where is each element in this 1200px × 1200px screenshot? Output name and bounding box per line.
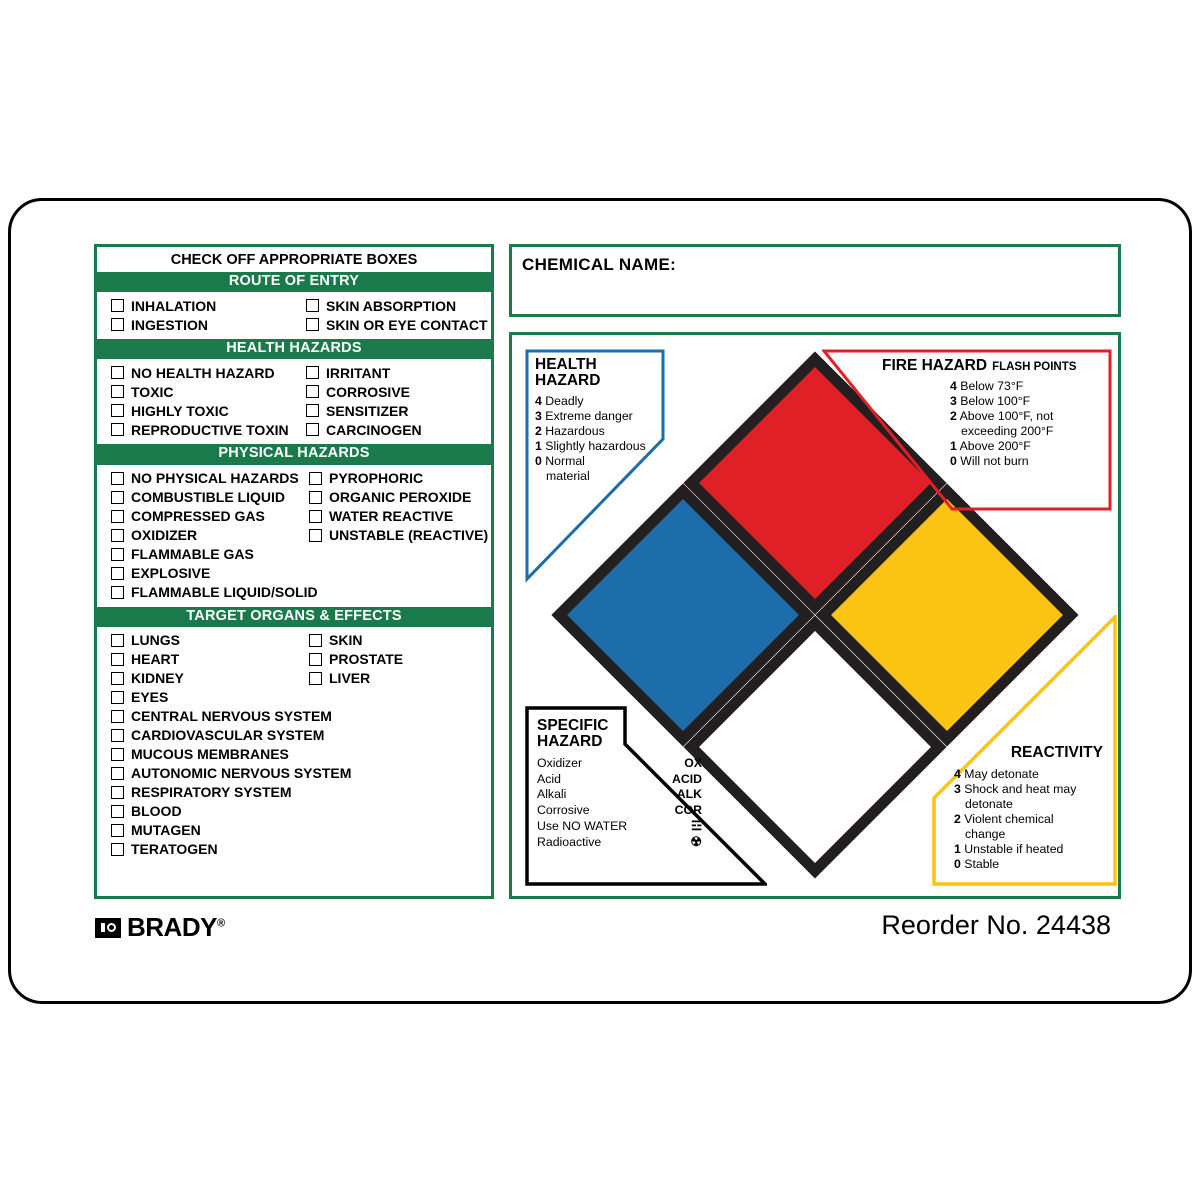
checkbox-box[interactable] xyxy=(306,385,319,398)
section-header-route-of-entry: ROUTE OF ENTRY xyxy=(97,272,491,292)
checkbox-box[interactable] xyxy=(111,748,124,761)
checkbox-box[interactable] xyxy=(111,710,124,723)
checkbox-label: BLOOD xyxy=(131,803,182,820)
health-callout-title-line2: HAZARD xyxy=(535,372,601,389)
checkbox-box[interactable] xyxy=(111,385,124,398)
reactivity-rating-2: 2 Violent chemical xyxy=(954,812,1054,826)
checkbox-label: CENTRAL NERVOUS SYSTEM xyxy=(131,708,332,725)
checkbox-label: SKIN OR EYE CONTACT xyxy=(325,316,488,333)
checklist-title: CHECK OFF APPROPRIATE BOXES xyxy=(97,247,491,272)
brady-wordmark: BRADY® xyxy=(127,912,225,942)
section-body-route-of-entry xyxy=(97,292,491,339)
checkbox-item[interactable] xyxy=(111,726,325,745)
checkbox-label: NO PHYSICAL HAZARDS xyxy=(131,470,299,487)
checkbox-box[interactable] xyxy=(111,634,124,647)
checkbox-label: RESPIRATORY SYSTEM xyxy=(131,784,292,801)
fire-hazard-callout xyxy=(822,349,1112,511)
checkbox-item[interactable] xyxy=(111,382,298,401)
checkbox-box[interactable] xyxy=(309,634,322,647)
checkbox-label: COMBUSTIBLE LIQUID xyxy=(131,489,285,506)
checkbox-label: WATER REACTIVE xyxy=(329,508,454,525)
brady-logo xyxy=(95,912,225,943)
chemical-name-field[interactable] xyxy=(509,244,1121,317)
checkbox-box[interactable] xyxy=(309,672,322,685)
checkbox-item[interactable] xyxy=(309,669,491,688)
fire-rating-2-cont: exceeding 200°F xyxy=(961,424,1054,438)
checkbox-box[interactable] xyxy=(309,472,322,485)
checkbox-item[interactable] xyxy=(111,526,301,545)
checkbox-box[interactable] xyxy=(309,510,322,523)
checkbox-label: COMPRESSED GAS xyxy=(131,508,265,525)
checkbox-label: INHALATION xyxy=(131,297,217,314)
checkbox-item[interactable] xyxy=(111,564,301,583)
reactivity-rating-0: 0 Stable xyxy=(954,857,1000,871)
checkbox-label: FLAMMABLE LIQUID/SOLID xyxy=(131,584,318,601)
checkbox-item[interactable] xyxy=(111,669,301,688)
checkbox-box[interactable] xyxy=(111,472,124,485)
checkbox-item[interactable] xyxy=(111,296,298,315)
checkbox-item[interactable] xyxy=(111,650,301,669)
checkbox-label: CARCINOGEN xyxy=(325,421,422,438)
checkbox-item[interactable] xyxy=(111,488,301,507)
section-body-physical-hazards xyxy=(97,465,491,607)
checkbox-box[interactable] xyxy=(111,843,124,856)
reactivity-rating-4: 4 May detonate xyxy=(954,767,1039,781)
checkbox-item[interactable] xyxy=(309,650,491,669)
checkbox-label: SENSITIZER xyxy=(325,402,409,419)
checkbox-item[interactable] xyxy=(306,401,491,420)
checkbox-item[interactable] xyxy=(111,363,298,382)
nfpa-diamond-panel xyxy=(509,332,1121,899)
checkbox-box[interactable] xyxy=(111,805,124,818)
checkbox-box[interactable] xyxy=(111,729,124,742)
checkbox-label: ORGANIC PEROXIDE xyxy=(329,489,472,506)
checkbox-label: CORROSIVE xyxy=(325,383,410,400)
reorder-number: Reorder No. 24438 xyxy=(881,910,1111,940)
reactivity-callout xyxy=(932,615,1117,886)
checkbox-item[interactable] xyxy=(111,688,301,707)
section-body-target-organs xyxy=(97,627,491,864)
fire-rating-0: 0 Will not burn xyxy=(950,454,1029,468)
checkbox-box[interactable] xyxy=(111,767,124,780)
checkbox-item[interactable] xyxy=(309,631,491,650)
fire-rating-3: 3 Below 100°F xyxy=(950,394,1031,408)
checkbox-item[interactable] xyxy=(111,401,298,420)
checkbox-item[interactable] xyxy=(111,507,301,526)
checkbox-item[interactable] xyxy=(309,488,491,507)
checkbox-box[interactable] xyxy=(309,653,322,666)
checkbox-label: PYROPHORIC xyxy=(329,470,424,487)
checkbox-item[interactable] xyxy=(309,507,491,526)
checkbox-box[interactable] xyxy=(111,567,124,580)
checkbox-item[interactable] xyxy=(111,802,301,821)
checkbox-label: HEART xyxy=(131,651,180,668)
checkbox-box[interactable] xyxy=(309,491,322,504)
specific-callout-title-line1: SPECIFIC xyxy=(537,717,609,734)
checkbox-label: IRRITANT xyxy=(325,364,391,381)
checkbox-box[interactable] xyxy=(111,824,124,837)
checkbox-label: MUTAGEN xyxy=(131,822,201,839)
checkbox-box[interactable] xyxy=(306,299,319,312)
specific-row-acid: Acid ACID xyxy=(537,771,702,786)
section-header-target-organs: TARGET ORGANS & EFFECTS xyxy=(97,607,491,627)
checkbox-label: REPRODUCTIVE TOXIN xyxy=(131,421,289,438)
checkbox-label: MUCOUS MEMBRANES xyxy=(131,746,289,763)
fire-rating-4: 4 Below 73°F xyxy=(950,379,1024,393)
checkbox-item[interactable] xyxy=(306,315,491,334)
checkbox-item[interactable] xyxy=(111,821,301,840)
checkbox-item[interactable] xyxy=(111,745,301,764)
specific-row-alkali: Alkali ALK xyxy=(537,787,702,802)
specific-row-oxidizer: Oxidizer OX xyxy=(537,756,702,770)
checkbox-box[interactable] xyxy=(111,318,124,331)
specific-row-radioactive: Radioactive ☢ xyxy=(537,833,702,849)
health-callout-title-line1: HEALTH xyxy=(535,356,597,373)
chemical-name-label: CHEMICAL NAME: xyxy=(522,255,677,274)
checkbox-label: KIDNEY xyxy=(131,670,184,687)
reactivity-rating-3-cont: detonate xyxy=(965,797,1013,811)
checkbox-label: CARDIOVASCULAR SYSTEM xyxy=(131,727,325,744)
fire-rating-2: 2 Above 100°F, not xyxy=(950,409,1054,423)
checkbox-item[interactable] xyxy=(111,469,301,488)
radioactive-icon: ☢ xyxy=(690,833,702,849)
reactivity-rating-3: 3 Shock and heat may xyxy=(954,782,1077,796)
section-header-health-hazards: HEALTH HAZARDS xyxy=(97,339,491,359)
section-body-health-hazards xyxy=(97,359,491,444)
reactivity-rating-2-cont: change xyxy=(965,827,1006,841)
checkbox-box[interactable] xyxy=(111,672,124,685)
fire-callout-title: FIRE HAZARD xyxy=(882,357,988,374)
checkbox-item[interactable] xyxy=(309,469,491,488)
specific-callout-content xyxy=(525,706,767,886)
checkbox-label: SKIN ABSORPTION xyxy=(325,297,457,314)
checkbox-item[interactable] xyxy=(309,526,491,545)
checkbox-label: NO HEALTH HAZARD xyxy=(131,364,275,381)
health-rating-0: 0 Normal xyxy=(535,454,585,468)
checkbox-item[interactable] xyxy=(111,315,298,334)
health-rating-4: 4 Deadly xyxy=(535,394,584,408)
health-callout-content xyxy=(525,349,665,619)
fire-rating-1: 1 Above 200°F xyxy=(950,439,1031,453)
checkbox-label: INGESTION xyxy=(131,316,209,333)
checkbox-box[interactable] xyxy=(309,529,322,542)
checkbox-box[interactable] xyxy=(111,691,124,704)
checkbox-label: AUTONOMIC NERVOUS SYSTEM xyxy=(131,765,352,782)
checkbox-box[interactable] xyxy=(306,318,319,331)
hazard-label-card xyxy=(8,198,1192,1004)
fire-callout-content xyxy=(822,349,1112,511)
checkbox-item[interactable] xyxy=(111,420,298,439)
checkbox-item[interactable] xyxy=(111,631,301,650)
checkbox-item[interactable] xyxy=(111,840,301,859)
checkbox-label: TOXIC xyxy=(131,383,174,400)
checkbox-box[interactable] xyxy=(306,366,319,379)
checkbox-item[interactable] xyxy=(111,545,301,564)
checkbox-box[interactable] xyxy=(111,586,124,599)
checkbox-label: LUNGS xyxy=(131,632,180,649)
brady-mark-icon xyxy=(95,918,121,938)
checkbox-box[interactable] xyxy=(111,299,124,312)
fire-callout-subtitle: FLASH POINTS xyxy=(992,361,1077,373)
health-rating-2: 2 Hazardous xyxy=(535,424,605,438)
checkbox-label: PROSTATE xyxy=(329,651,404,668)
checkbox-box[interactable] xyxy=(306,404,319,417)
checkbox-label: UNSTABLE (REACTIVE) xyxy=(329,527,489,544)
reactivity-callout-title: REACTIVITY xyxy=(1010,744,1103,761)
reactivity-callout-content xyxy=(932,615,1117,886)
health-rating-1: 1 Slightly hazardous xyxy=(535,439,646,453)
checkbox-box[interactable] xyxy=(111,786,124,799)
specific-row-corrosive: Corrosive COR xyxy=(537,803,702,818)
specific-hazard-callout xyxy=(525,706,767,886)
checkbox-item[interactable] xyxy=(306,420,491,439)
checkbox-box[interactable] xyxy=(111,423,124,436)
checkbox-label: SKIN xyxy=(329,632,363,649)
checkbox-label: EXPLOSIVE xyxy=(131,565,211,582)
checkbox-item[interactable] xyxy=(306,363,491,382)
section-header-physical-hazards: PHYSICAL HAZARDS xyxy=(97,444,491,464)
specific-row-use-no-water: Use NO WATER ☲ xyxy=(537,818,702,833)
health-hazard-callout xyxy=(525,349,665,619)
no-water-icon: ☲ xyxy=(690,818,702,833)
checkbox-label: OXIDIZER xyxy=(131,527,198,544)
checkbox-item[interactable] xyxy=(111,764,352,783)
checkbox-box[interactable] xyxy=(111,548,124,561)
checklist-panel xyxy=(94,244,494,899)
checkbox-item[interactable] xyxy=(111,783,301,802)
checkbox-box[interactable] xyxy=(306,423,319,436)
checkbox-box[interactable] xyxy=(111,510,124,523)
checkbox-item[interactable] xyxy=(306,382,491,401)
checkbox-box[interactable] xyxy=(111,653,124,666)
checkbox-label: FLAMMABLE GAS xyxy=(131,546,254,563)
checkbox-label: TERATOGEN xyxy=(131,841,218,858)
checkbox-item[interactable] xyxy=(306,296,491,315)
checkbox-box[interactable] xyxy=(111,366,124,379)
checkbox-box[interactable] xyxy=(111,404,124,417)
checkbox-box[interactable] xyxy=(111,529,124,542)
checkbox-box[interactable] xyxy=(111,491,124,504)
checkbox-item[interactable] xyxy=(111,583,318,602)
health-rating-0-cont: material xyxy=(546,469,590,483)
health-rating-3: 3 Extreme danger xyxy=(535,409,633,423)
checkbox-label: HIGHLY TOXIC xyxy=(131,402,229,419)
specific-callout-title-line2: HAZARD xyxy=(537,733,603,750)
checkbox-item[interactable] xyxy=(111,707,332,726)
reactivity-rating-1: 1 Unstable if heated xyxy=(954,842,1064,856)
checkbox-label: EYES xyxy=(131,689,169,706)
checkbox-label: LIVER xyxy=(329,670,371,687)
